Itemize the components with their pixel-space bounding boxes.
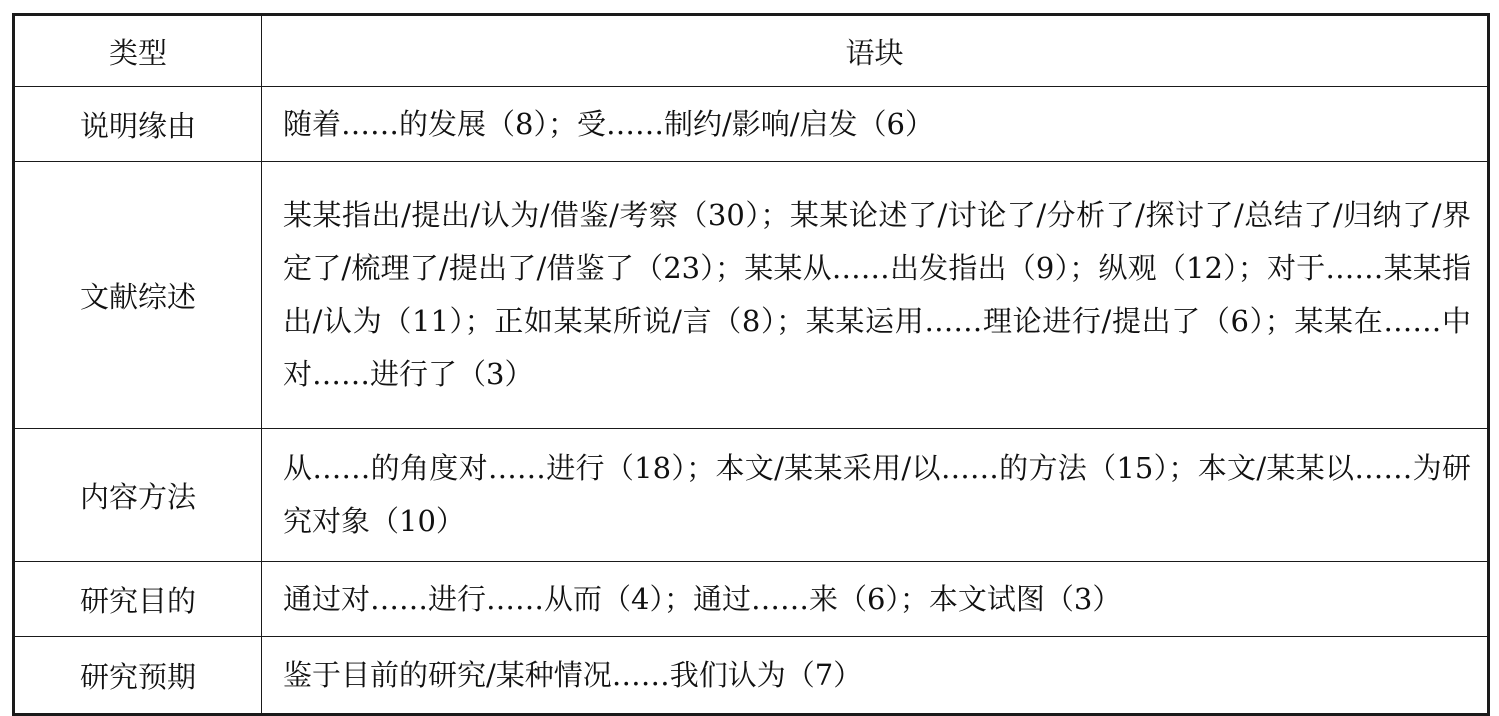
table-row — [14, 162, 1489, 429]
row-type-cell: 研究预期 — [14, 637, 262, 715]
row-type-cell: 文献综述 — [14, 162, 262, 429]
row-type-cell: 研究目的 — [14, 562, 262, 637]
table-row — [14, 637, 1489, 715]
row-chunk-cell: 从……的角度对……进行（18）；本文/某某采用/以……的方法（15）；本文/某某以……为研究对象（10） — [262, 429, 1489, 562]
header-type: 类型 — [14, 15, 262, 87]
row-chunk-cell: 某某指出/提出/认为/借鉴/考察（30）；某某论述了/讨论了/分析了/探讨了/总结了/归纳了/界定了/梳理了/提出了/借鉴了（23）；某某从……出发指出（9）；纵观（12）；对于……某某指出/认为（11）；正如某某所说/言（8）；某某运用……理论进行/提出了（6）；某某在……中对……进行了（3） — [262, 162, 1489, 429]
row-chunk-cell: 鉴于目前的研究/某种情况……我们认为（7） — [262, 637, 1489, 715]
row-chunk-cell: 通过对……进行……从而（4）；通过……来（6）；本文试图（3） — [262, 562, 1489, 637]
table-header-row — [14, 15, 1489, 87]
row-chunk-cell: 随着……的发展（8）；受……制约/影响/启发（6） — [262, 87, 1489, 162]
table-row — [14, 429, 1489, 562]
row-type-cell: 说明缘由 — [14, 87, 262, 162]
header-chunk: 语块 — [262, 15, 1489, 87]
table-row — [14, 87, 1489, 162]
table-row — [14, 562, 1489, 637]
chunk-type-table — [12, 13, 1490, 716]
row-type-cell: 内容方法 — [14, 429, 262, 562]
